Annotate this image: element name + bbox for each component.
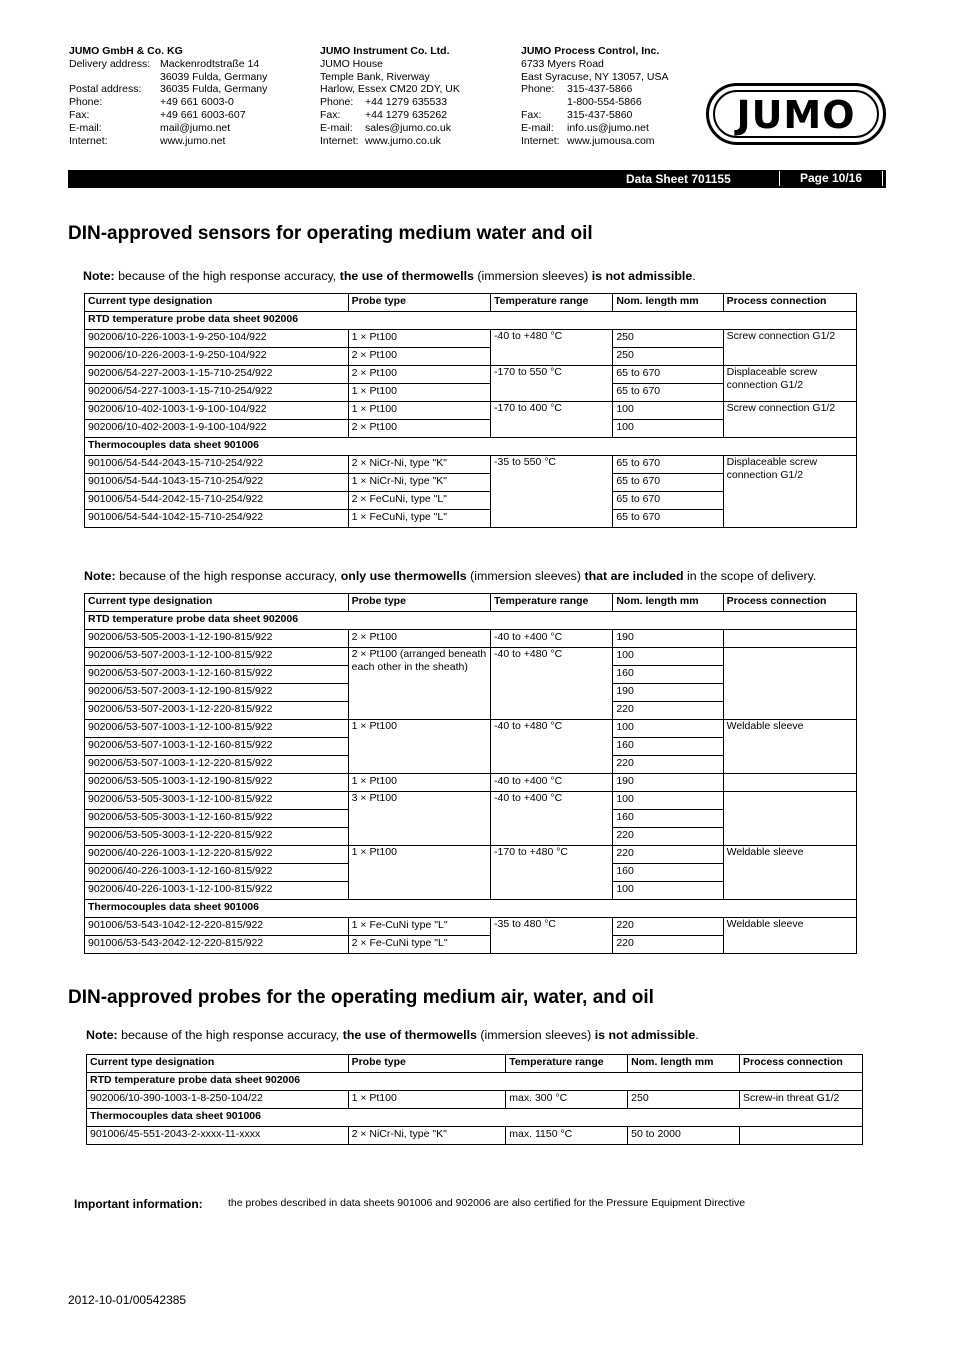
table-cell: 2 × Fe-CuNi type "L": [348, 936, 490, 954]
table-cell: 1 × Fe-CuNi type "L": [348, 918, 490, 936]
table-row: [85, 846, 857, 864]
table-cell: 902006/53-507-2003-1-12-100-815/922: [85, 648, 349, 666]
column-header: Nom. length mm: [628, 1055, 740, 1073]
table-cell: -170 to +480 °C: [491, 846, 613, 900]
table-cell: Weldable sleeve: [723, 720, 856, 774]
table-cell: 902006/53-507-1003-1-12-100-815/922: [85, 720, 349, 738]
probe-table: [86, 1054, 863, 1145]
column-header: Temperature range: [506, 1055, 628, 1073]
address-line: Phone: 315-437-5866: [521, 83, 633, 96]
table-cell: Weldable sleeve: [723, 846, 856, 900]
table-cell: 220: [613, 846, 723, 864]
column-header: Current type designation: [87, 1055, 349, 1073]
table-cell: 902006/10-390-1003-1-8-250-104/22: [87, 1091, 349, 1109]
table-cell: [740, 1127, 863, 1145]
table-cell: -40 to +480 °C: [491, 330, 613, 366]
table-cell: 100: [613, 420, 723, 438]
company-name: JUMO Instrument Co. Ltd.: [320, 45, 450, 57]
important-text: the probes described in data sheets 901006 and 902006 are also certified for the Pressure Equipment Directive: [228, 1197, 746, 1209]
section-label: Thermocouples data sheet 901006: [87, 1109, 863, 1127]
section-row: [85, 312, 857, 330]
table-cell: 902006/10-402-1003-1-9-100-104/922: [85, 402, 349, 420]
column-header: Current type designation: [85, 294, 349, 312]
table-cell: 2 × Pt100: [348, 420, 490, 438]
address-line: Fax: 315-437-5860: [521, 108, 633, 121]
address-uk: [320, 45, 460, 147]
address-line: Internet: www.jumo.net: [69, 134, 226, 147]
table-cell: Displaceable screw connection G1/2: [723, 456, 856, 528]
table-cell: 100: [613, 402, 723, 420]
table-cell: 1 × Pt100: [348, 402, 490, 420]
table-cell: 220: [613, 828, 723, 846]
address-line: Phone: +44 1279 635533: [320, 96, 448, 109]
table-cell: 2 × Pt100: [348, 630, 490, 648]
address-line: 36039 Fulda, Germany: [160, 70, 268, 83]
company-name: JUMO GmbH & Co. KG: [69, 45, 183, 57]
address-line: Temple Bank, Riverway: [320, 70, 430, 83]
address-line: E-mail: mail@jumo.net: [69, 121, 231, 134]
table-cell: 100: [613, 882, 723, 900]
table-cell: -40 to +400 °C: [491, 774, 613, 792]
table-cell: 190: [613, 684, 723, 702]
table-cell: 902006/40-226-1003-1-12-160-815/922: [85, 864, 349, 882]
table-cell: 902006/53-507-1003-1-12-160-815/922: [85, 738, 349, 756]
table-cell: 160: [613, 864, 723, 882]
table-cell: 65 to 670: [613, 366, 723, 384]
table-cell: 902006/40-226-1003-1-12-220-815/922: [85, 846, 349, 864]
table-cell: [723, 774, 856, 792]
table-cell: max. 300 °C: [506, 1091, 628, 1109]
document-code: 2012-10-01/00542385: [68, 1293, 187, 1307]
section-label: RTD temperature probe data sheet 902006: [87, 1073, 863, 1091]
table-cell: 100: [613, 792, 723, 810]
table-cell: 902006/53-505-2003-1-12-190-815/922: [85, 630, 349, 648]
data-sheet-number: Data Sheet 701155: [626, 172, 731, 186]
table-cell: -35 to 480 °C: [491, 918, 613, 954]
logo-text: JUMO: [736, 93, 856, 137]
table-cell: [723, 792, 856, 846]
sensor-table-2: [84, 593, 857, 954]
table-cell: 50 to 2000: [628, 1127, 740, 1145]
table-cell: 2 × FeCuNi, type "L": [348, 492, 490, 510]
table-cell: 902006/53-507-1003-1-12-220-815/922: [85, 756, 349, 774]
table-row: [85, 456, 857, 474]
table-cell: [723, 648, 856, 720]
table-cell: 160: [613, 810, 723, 828]
table-cell: 901006/53-543-2042-12-220-815/922: [85, 936, 349, 954]
note: Note: because of the high response accuracy, the use of thermowells (immersion sleeves) is not admissible.: [86, 1028, 699, 1042]
column-header: Process connection: [723, 294, 856, 312]
table-cell: 901006/54-544-2042-15-710-254/922: [85, 492, 349, 510]
table-cell: -40 to +480 °C: [491, 648, 613, 720]
table-cell: 220: [613, 702, 723, 720]
column-header: Temperature range: [491, 594, 613, 612]
table-cell: 902006/53-507-2003-1-12-220-815/922: [85, 702, 349, 720]
table-cell: -40 to +400 °C: [491, 792, 613, 846]
address-line: Internet: www.jumousa.com: [521, 134, 655, 147]
table-cell: Screw connection G1/2: [723, 402, 856, 438]
table-cell: 1 × Pt100: [348, 330, 490, 348]
table-cell: 901006/54-544-1042-15-710-254/922: [85, 510, 349, 528]
table-cell: 65 to 670: [613, 456, 723, 474]
table-cell: 65 to 670: [613, 510, 723, 528]
table-cell: 100: [613, 720, 723, 738]
table-cell: 902006/53-505-3003-1-12-160-815/922: [85, 810, 349, 828]
table-row: [85, 720, 857, 738]
table-cell: 902006/53-505-3003-1-12-100-815/922: [85, 792, 349, 810]
column-header: Process connection: [723, 594, 856, 612]
table-cell: 220: [613, 936, 723, 954]
page-number: Page 10/16: [780, 171, 882, 186]
section-title: DIN-approved sensors for operating medium water and oil: [68, 223, 593, 244]
table-cell: 1 × Pt100: [348, 774, 490, 792]
column-header: Probe type: [348, 294, 490, 312]
table-cell: -170 to 400 °C: [491, 402, 613, 438]
sensor-table-1: [84, 293, 857, 528]
table-cell: 1 × FeCuNi, type "L": [348, 510, 490, 528]
table-cell: 902006/40-226-1003-1-12-100-815/922: [85, 882, 349, 900]
important-label: Important information:: [74, 1197, 203, 1211]
table-cell: 902006/53-505-1003-1-12-190-815/922: [85, 774, 349, 792]
page-indicator: [779, 171, 883, 186]
address-usa: [521, 45, 668, 147]
section-label: RTD temperature probe data sheet 902006: [85, 312, 857, 330]
table-cell: 902006/53-507-2003-1-12-160-815/922: [85, 666, 349, 684]
table-cell: 902006/53-507-2003-1-12-190-815/922: [85, 684, 349, 702]
table-cell: 2 × Pt100: [348, 348, 490, 366]
section-row: [85, 612, 857, 630]
section-title: DIN-approved probes for the operating medium air, water, and oil: [68, 987, 654, 1008]
table-cell: Screw connection G1/2: [723, 330, 856, 366]
address-line: Fax: +44 1279 635262: [320, 108, 448, 121]
table-cell: 902006/10-226-2003-1-9-250-104/922: [85, 348, 349, 366]
table-cell: 250: [613, 348, 723, 366]
address-line: JUMO House: [320, 57, 384, 70]
address-line: E-mail: sales@jumo.co.uk: [320, 121, 451, 134]
note: Note: because of the high response accuracy, the use of thermowells (immersion sleeves) is not admissible.: [83, 269, 696, 283]
column-header: Nom. length mm: [613, 294, 723, 312]
table-cell: 190: [613, 774, 723, 792]
table-cell: 1 × NiCr-Ni, type "K": [348, 474, 490, 492]
address-germany: [69, 45, 267, 147]
table-cell: 190: [613, 630, 723, 648]
table-cell: 160: [613, 738, 723, 756]
table-cell: 902006/54-227-2003-1-15-710-254/922: [85, 366, 349, 384]
table-cell: 902006/10-226-1003-1-9-250-104/922: [85, 330, 349, 348]
table-row: [87, 1091, 863, 1109]
table-cell: 65 to 670: [613, 384, 723, 402]
address-line: East Syracuse, NY 13057, USA: [521, 70, 669, 83]
table-cell: 901006/53-543-1042-12-220-815/922: [85, 918, 349, 936]
section-row: [87, 1073, 863, 1091]
column-header: Temperature range: [491, 294, 613, 312]
table-cell: 2 × Pt100: [348, 366, 490, 384]
address-line: Harlow, Essex CM20 2DY, UK: [320, 83, 460, 96]
address-line: Delivery address: Mackenrodtstraße 14: [69, 57, 260, 70]
section-row: [87, 1109, 863, 1127]
table-cell: 1 × Pt100: [348, 1091, 506, 1109]
column-header: Nom. length mm: [613, 594, 723, 612]
table-cell: -35 to 550 °C: [491, 456, 613, 528]
address-line: E-mail: info.us@jumo.net: [521, 121, 649, 134]
table-cell: 250: [628, 1091, 740, 1109]
table-cell: 902006/53-505-3003-1-12-220-815/922: [85, 828, 349, 846]
table-cell: 220: [613, 756, 723, 774]
address-line: Internet: www.jumo.co.uk: [320, 134, 441, 147]
table-cell: -40 to +480 °C: [491, 720, 613, 774]
address-line: Phone: +49 661 6003-0: [69, 96, 234, 109]
section-row: [85, 900, 857, 918]
column-header: Current type designation: [85, 594, 349, 612]
table-cell: 100: [613, 648, 723, 666]
table-cell: -170 to 550 °C: [491, 366, 613, 402]
column-header: Process connection: [740, 1055, 863, 1073]
table-row: [85, 918, 857, 936]
table-row: [85, 648, 857, 666]
address-line: Fax: +49 661 6003-607: [69, 108, 246, 121]
table-row: [85, 366, 857, 384]
table-cell: 901006/45-551-2043-2-xxxx-11-xxxx: [87, 1127, 349, 1145]
table-cell: 3 × Pt100: [348, 792, 490, 846]
section-label: Thermocouples data sheet 901006: [85, 900, 857, 918]
table-row: [85, 330, 857, 348]
table-cell: max. 1150 °C: [506, 1127, 628, 1145]
table-cell: 65 to 670: [613, 474, 723, 492]
table-cell: 901006/54-544-2043-15-710-254/922: [85, 456, 349, 474]
table-row: [85, 792, 857, 810]
table-row: [85, 774, 857, 792]
table-row: [85, 630, 857, 648]
column-header: Probe type: [348, 594, 490, 612]
table-cell: 2 × Pt100 (arranged beneath each other in the sheath): [348, 648, 490, 720]
table-cell: Screw-in threat G1/2: [740, 1091, 863, 1109]
table-cell: 2 × NiCr-Ni, type "K": [348, 456, 490, 474]
section-row: [85, 438, 857, 456]
table-cell: 2 × NiCr-Ni, type "K": [348, 1127, 506, 1145]
table-row: [85, 402, 857, 420]
table-cell: [723, 630, 856, 648]
table-cell: 902006/54-227-1003-1-15-710-254/922: [85, 384, 349, 402]
table-cell: 902006/10-402-2003-1-9-100-104/922: [85, 420, 349, 438]
table-cell: -40 to +400 °C: [491, 630, 613, 648]
jumo-logo: [706, 83, 886, 145]
table-cell: 1 × Pt100: [348, 846, 490, 900]
table-cell: 250: [613, 330, 723, 348]
section-label: Thermocouples data sheet 901006: [85, 438, 857, 456]
table-cell: 220: [613, 918, 723, 936]
table-cell: 901006/54-544-1043-15-710-254/922: [85, 474, 349, 492]
address-line: 6733 Myers Road: [521, 57, 604, 70]
table-cell: 160: [613, 666, 723, 684]
table-row: [87, 1127, 863, 1145]
company-name: JUMO Process Control, Inc.: [521, 45, 660, 57]
section-label: RTD temperature probe data sheet 902006: [85, 612, 857, 630]
table-cell: Weldable sleeve: [723, 918, 856, 954]
note: Note: because of the high response accuracy, only use thermowells (immersion sleeves) that are included in the scope of delivery.: [84, 569, 817, 583]
table-cell: Displaceable screw connection G1/2: [723, 366, 856, 402]
table-cell: 1 × Pt100: [348, 384, 490, 402]
table-cell: 65 to 670: [613, 492, 723, 510]
address-line: Postal address: 36035 Fulda, Germany: [69, 83, 268, 96]
header-bar: [68, 170, 886, 188]
table-cell: 1 × Pt100: [348, 720, 490, 774]
address-line: 1-800-554-5866: [567, 96, 642, 109]
column-header: Probe type: [348, 1055, 506, 1073]
